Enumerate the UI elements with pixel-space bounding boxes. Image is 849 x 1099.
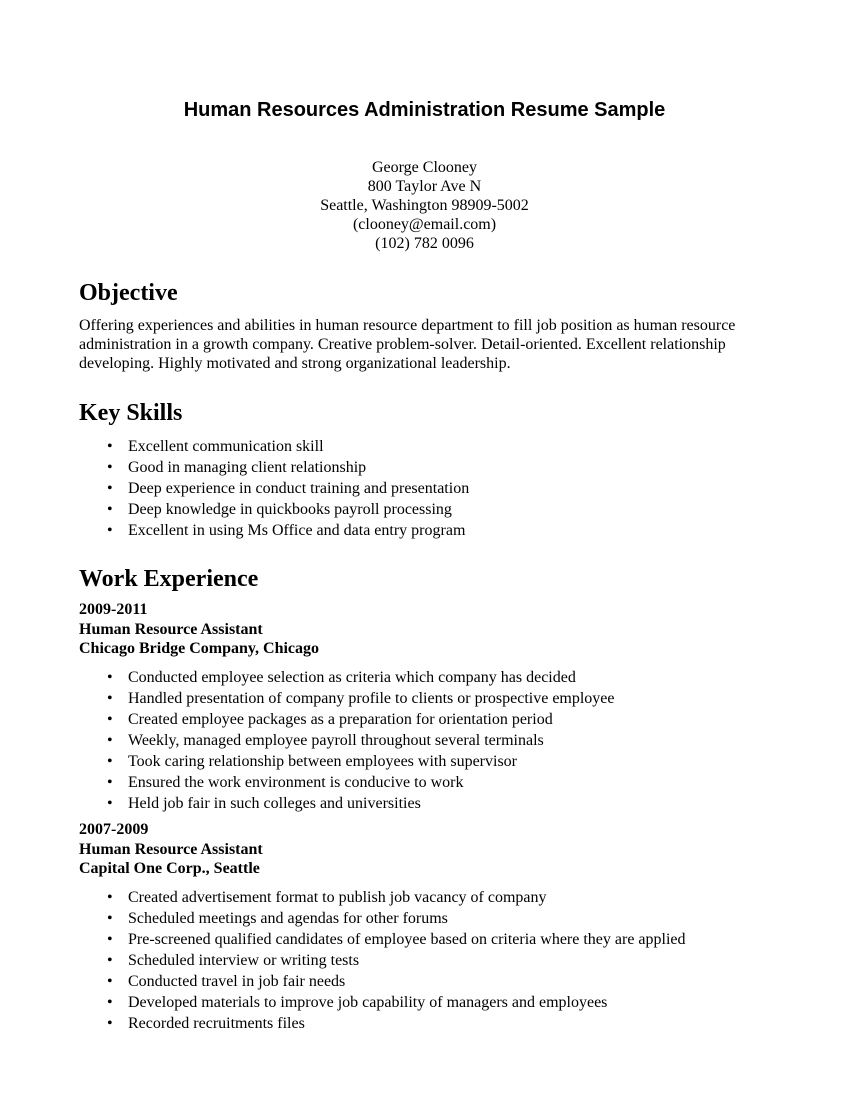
list-item: • Scheduled interview or writing tests: [79, 950, 686, 971]
list-item: • Deep knowledge in quickbooks payroll processing: [79, 499, 469, 520]
skills-list: [79, 436, 469, 541]
skills-heading: Key Skills: [79, 400, 183, 426]
job-company: Capital One Corp., Seattle: [79, 860, 260, 877]
list-item: • Excellent communication skill: [79, 436, 469, 457]
list-item: • Held job fair in such colleges and universities: [79, 793, 615, 814]
contact-phone: (102) 782 0096: [375, 235, 474, 252]
contact-block: [0, 158, 849, 253]
list-item: • Scheduled meetings and agendas for other forums: [79, 908, 686, 929]
list-item: • Good in managing client relationship: [79, 457, 469, 478]
list-item: • Ensured the work environment is conducive to work: [79, 772, 615, 793]
list-item: • Conducted employee selection as criteria which company has decided: [79, 667, 615, 688]
contact-email: (clooney@email.com): [352, 216, 497, 233]
list-item: • Developed materials to improve job capability of managers and employees: [79, 992, 686, 1013]
list-item: • Excellent in using Ms Office and data entry program: [79, 520, 469, 541]
job-duties-list: [79, 887, 686, 1034]
list-item: • Conducted travel in job fair needs: [79, 971, 686, 992]
list-item: • Created employee packages as a preparation for orientation period: [79, 709, 615, 730]
document-title: Human Resources Administration Resume Sample: [183, 99, 666, 121]
job-years: 2007-2009: [79, 821, 149, 838]
objective-text: Offering experiences and abilities in human resource department to fill job position as human resource administration in a growth company. Creative problem-solver. Detail-oriented. Excellent relationship developing. Highly motivated and strong organizational leadership.: [79, 317, 736, 372]
job-position: Human Resource Assistant: [79, 840, 263, 858]
job-header: [79, 820, 263, 879]
list-item: • Created advertisement format to publish job vacancy of company: [79, 887, 686, 908]
objective-heading: Objective: [79, 280, 178, 306]
contact-street: 800 Taylor Ave N: [367, 178, 482, 195]
job-header: [79, 600, 319, 659]
job-duties-list: [79, 667, 615, 814]
list-item: • Deep experience in conduct training and presentation: [79, 478, 469, 499]
list-item: • Pre-screened qualified candidates of employee based on criteria where they are applied: [79, 929, 686, 950]
list-item: • Took caring relationship between employees with supervisor: [79, 751, 615, 772]
contact-city: Seattle, Washington 98909-5002: [320, 197, 529, 214]
experience-heading: Work Experience: [79, 566, 259, 592]
list-item: • Handled presentation of company profile to clients or prospective employee: [79, 688, 615, 709]
contact-name: George Clooney: [371, 159, 477, 176]
list-item: • Weekly, managed employee payroll throughout several terminals: [79, 730, 615, 751]
job-years: 2009-2011: [79, 601, 148, 618]
job-company: Chicago Bridge Company, Chicago: [79, 640, 320, 657]
job-position: Human Resource Assistant: [79, 620, 263, 638]
list-item: • Recorded recruitments files: [79, 1013, 686, 1034]
